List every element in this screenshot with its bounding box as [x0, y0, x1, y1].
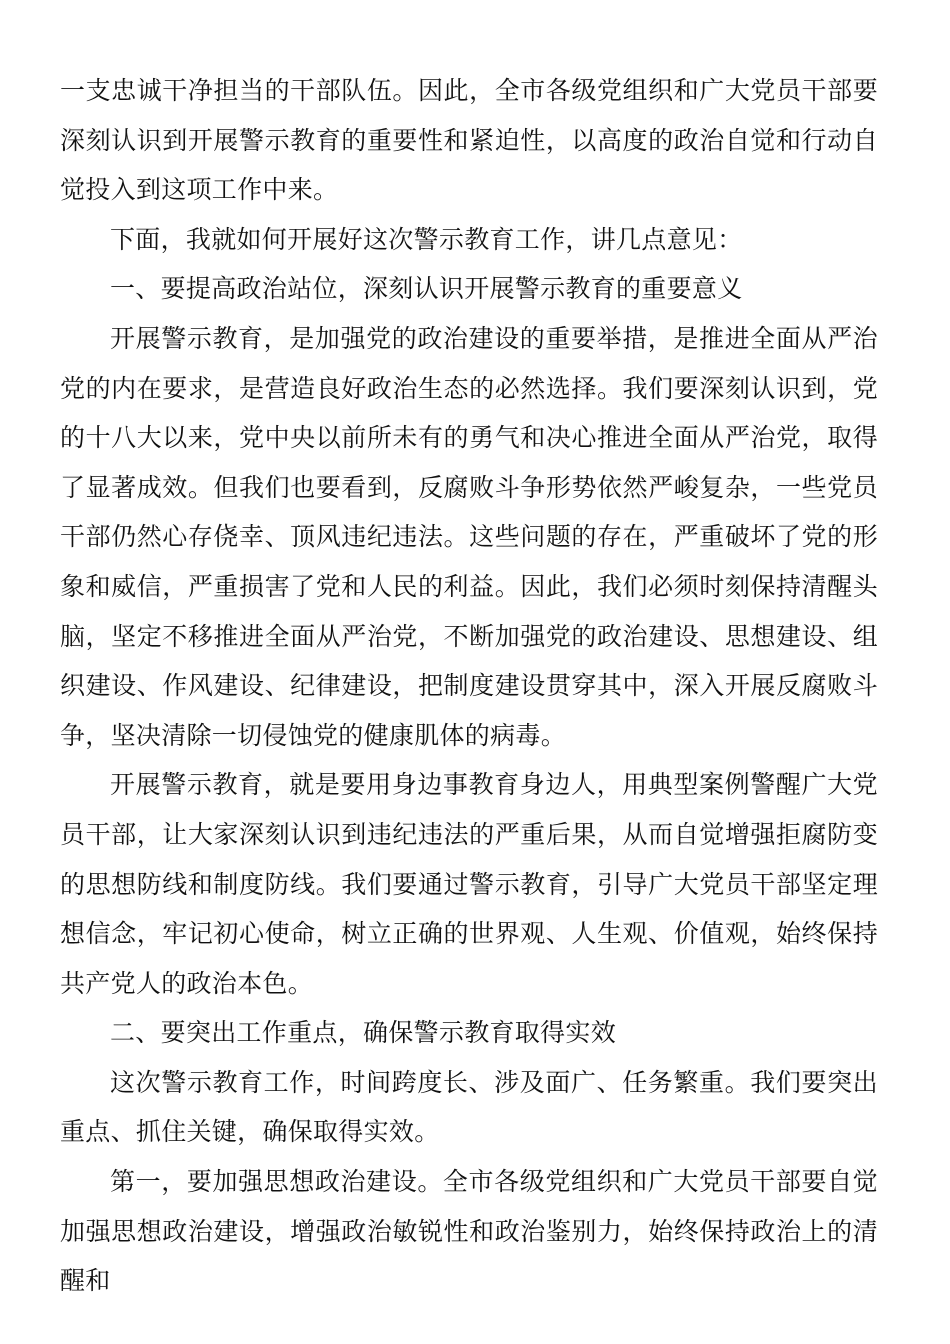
- section-heading: 一、要提高政治站位，深刻认识开展警示教育的重要意义: [110, 274, 743, 304]
- document-page: [60, 66, 878, 1306]
- body-paragraph: 下面，我就如何开展好这次警示教育工作，讲几点意见：: [110, 224, 743, 254]
- body-paragraph: 第一，要加强思想政治建设。全市各级党组织和广大党员干部要自觉加强思想政治建设，增强政治敏锐性和政治鉴别力，始终保持政治上的清醒和: [60, 1167, 878, 1296]
- body-paragraph: 开展警示教育，是加强党的政治建设的重要举措，是推进全面从严治党的内在要求，是营造良好政治生态的必然选择。我们要深刻认识到，党的十八大以来，党中央以前所未有的勇气和决心推进全面从严治党，取得了显著成效。但我们也要看到，反腐败斗争形势依然严峻复杂，一些党员干部仍然心存侥幸、顶风违纪违法。这些问题的存在，严重破坏了党的形象和威信，严重损害了党和人民的利益。因此，我们必须时刻保持清醒头脑，坚定不移推进全面从严治党，不断加强党的政治建设、思想建设、组织建设、作风建设、纪律建设，把制度建设贯穿其中，深入开展反腐败斗争，坚决清除一切侵蚀党的健康肌体的病毒。: [60, 323, 878, 750]
- body-paragraph: 这次警示教育工作，时间跨度长、涉及面广、任务繁重。我们要突出重点、抓住关键，确保取得实效。: [60, 1067, 878, 1147]
- body-paragraph: 开展警示教育，就是要用身边事教育身边人，用典型案例警醒广大党员干部，让大家深刻认识到违纪违法的严重后果，从而自觉增强拒腐防变的思想防线和制度防线。我们要通过警示教育，引导广大党员干部坚定理想信念，牢记初心使命，树立正确的世界观、人生观、价值观，始终保持共产党人的政治本色。: [60, 770, 878, 998]
- body-paragraph: 一支忠诚干净担当的干部队伍。因此，全市各级党组织和广大党员干部要深刻认识到开展警示教育的重要性和紧迫性，以高度的政治自觉和行动自觉投入到这项工作中来。: [60, 76, 878, 205]
- section-heading: 二、要突出工作重点，确保警示教育取得实效: [110, 1018, 617, 1048]
